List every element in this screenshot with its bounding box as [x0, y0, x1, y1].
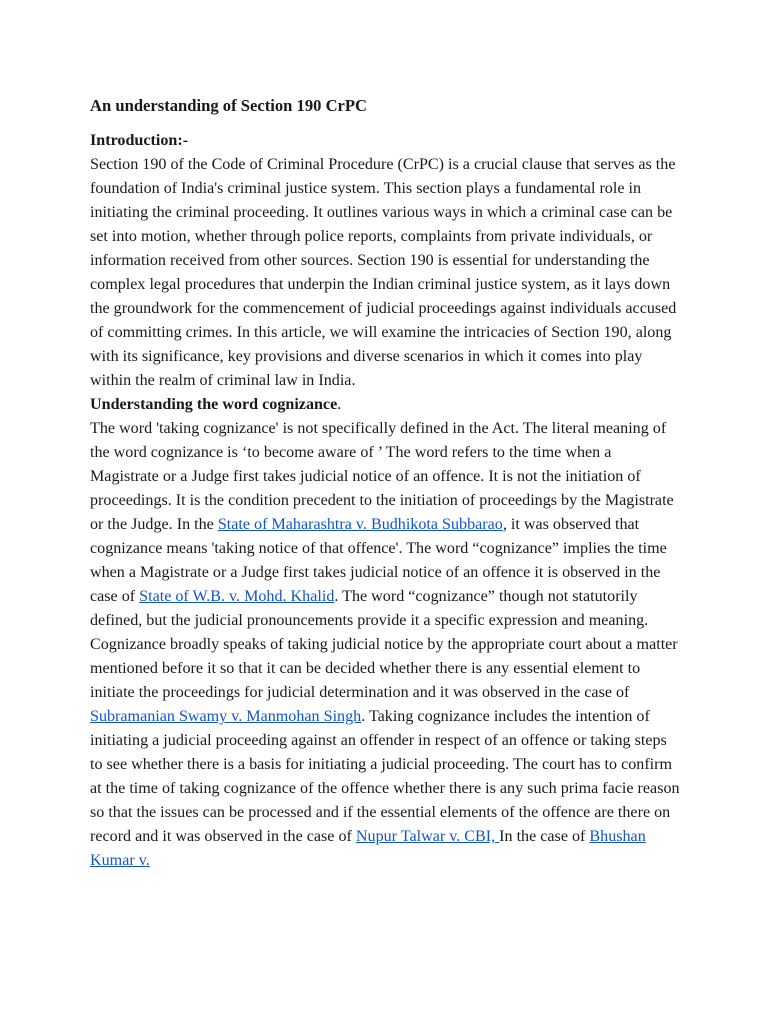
cognizance-heading [90, 393, 682, 417]
case-link-wb-mohd-khalid[interactable]: State of W.B. v. Mohd. Khalid [139, 588, 335, 605]
cognizance-text-5: In the case of [499, 828, 590, 845]
case-link-bhushan-kumar[interactable]: Bhushan Kumar v. [90, 828, 646, 869]
cognizance-text-3: . The word “cognizance” though not statutorily defined, but the judicial pronouncements provide it a specific expression and meaning. Cognizance broadly speaks of taking judicial notice by the appropriate court about a matter mentioned before it so that it can be decided whether there is any essential element to initiate the proceedings for judicial determination and it was observed in the case of [90, 588, 678, 701]
cognizance-heading-text: Understanding the word cognizance [90, 396, 338, 413]
cognizance-paragraph [90, 417, 682, 873]
cognizance-text-1: The word 'taking cognizance' is not specifically defined in the Act. The literal meaning of the word cognizance is ‘to become aware of ’ The word refers to the time when a Magistrate or a Judge first takes judicial notice of an offence. It is not the initiation of proceedings. It is the condition precedent to the initiation of proceedings by the Magistrate or the Judge. In the [90, 420, 674, 533]
case-link-nupur-talwar[interactable]: Nupur Talwar v. CBI, [355, 828, 500, 845]
intro-paragraph: Section 190 of the Code of Criminal Procedure (CrPC) is a crucial clause that serves as the foundation of India's criminal justice system. This section plays a fundamental role in initiating the criminal proceeding. It outlines various ways in which a criminal case can be set into motion, whether through police reports, complaints from private individuals, or information received from other sources. Section 190 is essential for understanding the complex legal procedures that underpin the Indian criminal justice system, as it lays down the groundwork for the commencement of judicial proceedings against individuals accused of committing crimes. In this article, we will examine the intricacies of Section 190, along with its significance, key provisions and diverse scenarios in which it comes into play within the realm of criminal law in India. [90, 156, 677, 389]
cognizance-heading-period: . [337, 396, 342, 413]
cognizance-text-4: . Taking cognizance includes the intention of initiating a judicial proceeding against an offender in respect of an offence or taking steps to see whether there is a basis for initiating a judicial proceeding. The court has to confirm at the time of taking cognizance of the offence whether there is any such prima facie reason so that the issues can be processed and if the essential elements of the offence are there on record and it was observed in the case of [90, 708, 680, 845]
intro-heading: Introduction:- [90, 132, 189, 149]
document-title: An understanding of Section 190 CrPC [90, 96, 368, 115]
case-link-subramanian-swamy[interactable]: Subramanian Swamy v. Manmohan Singh [90, 708, 362, 725]
document-page [90, 94, 682, 873]
case-link-maharashtra-budhikota[interactable]: State of Maharashtra v. Budhikota Subbarao [217, 516, 503, 533]
cognizance-text-2: , it was observed that cognizance means 'taking notice of that offence'. The word “cognizance” implies the time when a Magistrate or a Judge first takes judicial notice of an offence it is observed in the case of [90, 516, 667, 605]
